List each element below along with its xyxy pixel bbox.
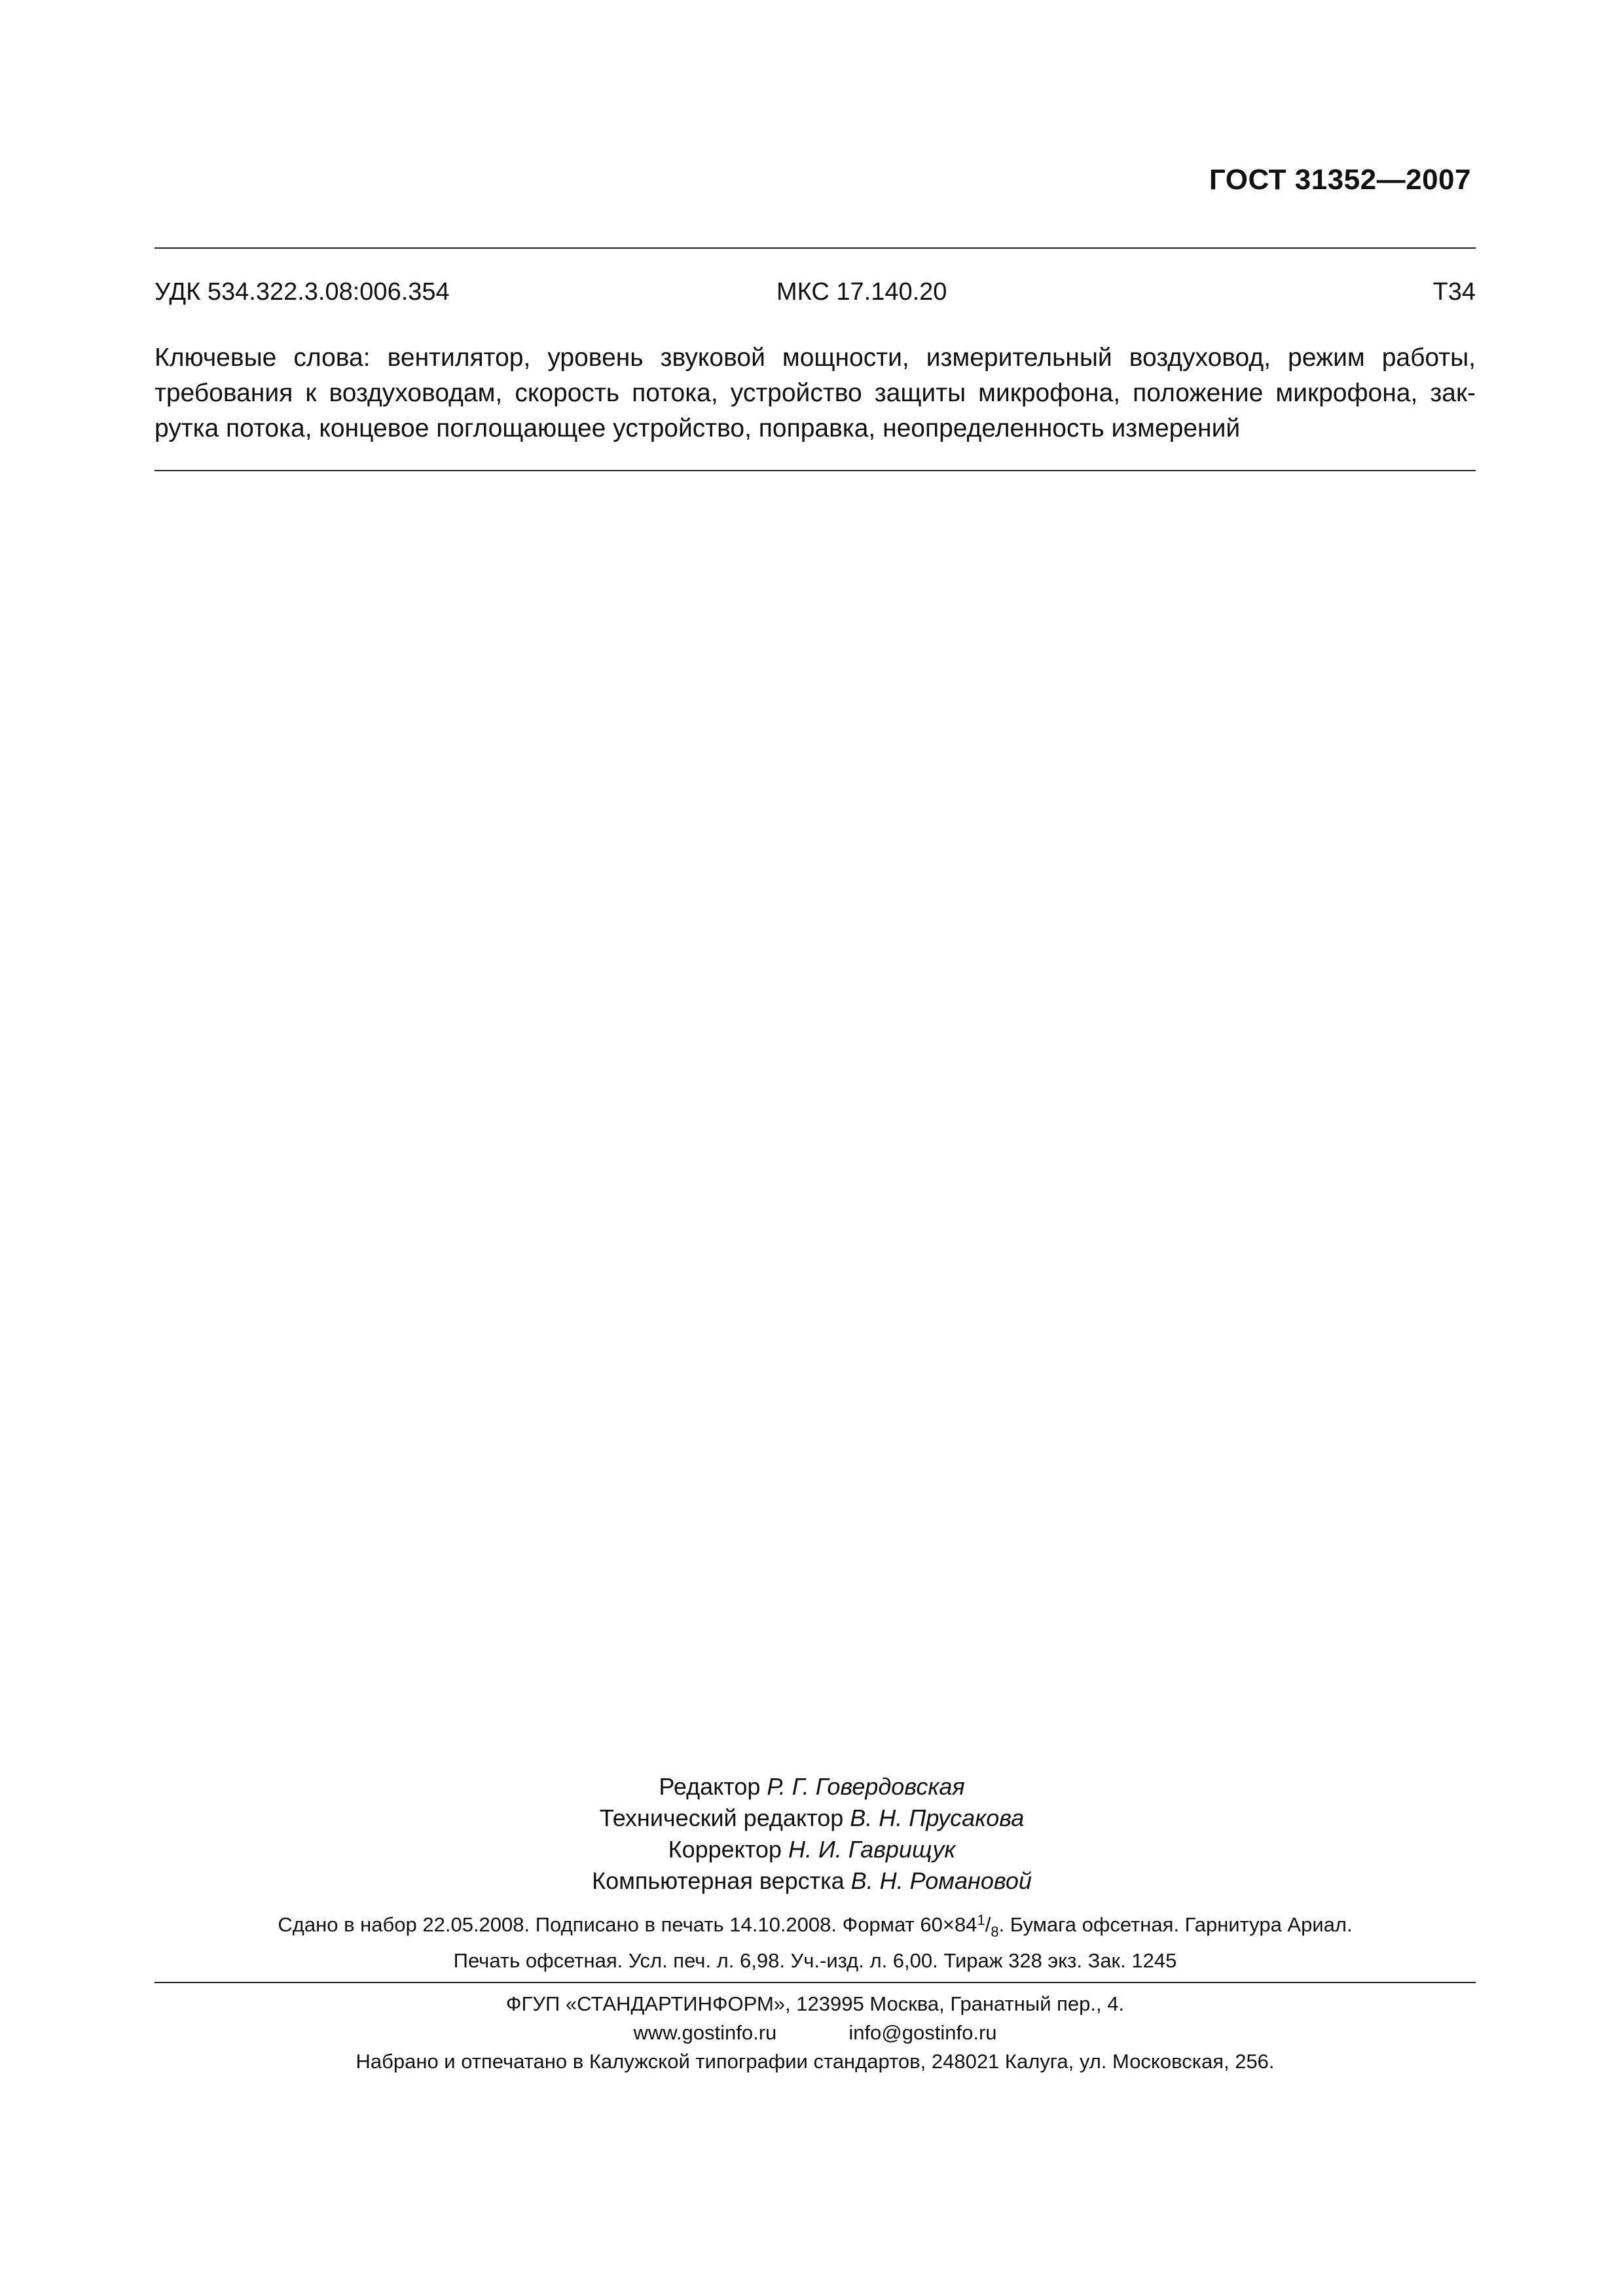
print-details-text: Сдано в набор 22.05.2008. Подписано в печать 14.10.2008. Формат 60×84 (278, 1913, 977, 1936)
top-divider (155, 247, 1476, 249)
credit-role: Редактор (659, 1773, 761, 1800)
email-link[interactable]: info@gostinfo.ru (848, 2021, 997, 2044)
format-denominator: 8 (991, 1924, 999, 1940)
keywords-divider (155, 470, 1476, 471)
credit-line (432, 1865, 1192, 1897)
credit-line (432, 1834, 1192, 1865)
credit-line (432, 1803, 1192, 1834)
keywords-paragraph (155, 340, 1476, 446)
website-link[interactable]: www.gostinfo.ru (633, 2021, 777, 2044)
editorial-credits (432, 1771, 1192, 1897)
udk-code: УДК 534.322.3.08:006.354 (155, 278, 450, 306)
credit-name: В. Н. Романовой (850, 1867, 1032, 1894)
imprint-divider (155, 1982, 1476, 1983)
mks-code: МКС 17.140.20 (776, 278, 947, 306)
credit-name: Р. Г. Говердовская (767, 1773, 965, 1800)
classification-row (155, 278, 1476, 311)
group-code: Т34 (1432, 278, 1476, 306)
document-id: ГОСТ 31352—2007 (1209, 164, 1471, 196)
credit-name: Н. И. Гаврищук (788, 1836, 956, 1863)
format-numerator: 1 (977, 1912, 985, 1928)
publisher-contacts (155, 2018, 1476, 2047)
credit-role: Компьютерная верстка (592, 1867, 845, 1894)
credit-role: Корректор (668, 1836, 782, 1863)
format-slash: / (985, 1913, 991, 1936)
publisher-address: ФГУП «СТАНДАРТИНФОРМ», 123995 Москва, Гранатный пер., 4. (505, 1992, 1125, 2015)
publisher-info (155, 1990, 1476, 2076)
print-details (155, 1906, 1476, 1975)
credit-role: Технический редактор (599, 1804, 844, 1831)
keywords-line: требования к воздуховодам, скорость потока, устройство защиты микрофона, положение микрофона, зак- (155, 379, 1476, 407)
printing-house: Набрано и отпечатано в Калужской типографии стандартов, 248021 Калуга, ул. Московская, 256. (356, 2050, 1275, 2073)
credit-line (432, 1771, 1192, 1803)
print-details-line: Печать офсетная. Усл. печ. л. 6,98. Уч.-изд. л. 6,00. Тираж 328 экз. Зак. 1245 (453, 1949, 1177, 1972)
credit-name: В. Н. Прусакова (850, 1804, 1025, 1831)
print-details-text: . Бумага офсетная. Гарнитура Ариал. (998, 1913, 1353, 1936)
print-details-line (155, 1906, 1476, 1946)
keywords-line: рутка потока, концевое поглощающее устройство, поправка, неопределенность измерений (155, 414, 1241, 442)
keywords-line: Ключевые слова: вентилятор, уровень звуковой мощности, измерительный воздуховод, режим работы, (155, 344, 1476, 372)
